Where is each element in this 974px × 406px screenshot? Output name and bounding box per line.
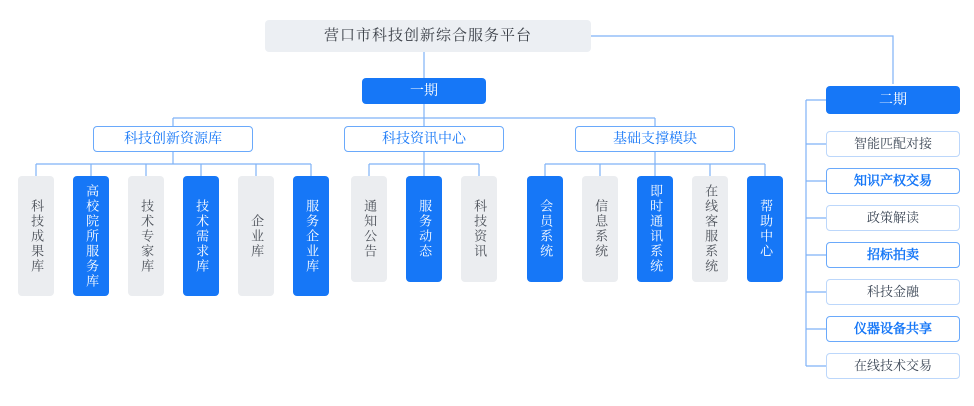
platform-title-label: 营口市科技创新综合服务平台 [323, 26, 532, 44]
phase2-item-yiqi-shebei-gongxiang[interactable] [826, 316, 960, 342]
phase2-item-zhineng-pipei-duijie[interactable] [826, 131, 960, 157]
phase2-item-label: 科技金融 [866, 283, 919, 299]
leaf-zaixian-kefu-xitong[interactable] [692, 176, 728, 282]
phase-1-label: 一期 [410, 82, 438, 99]
phase2-item-zaixian-jishu-jiaoyi[interactable] [826, 353, 960, 379]
leaf-label: 信息系统 [593, 199, 609, 259]
leaf-tongzhi-gonggao[interactable] [351, 176, 387, 282]
leaf-label: 会员系统 [538, 199, 554, 259]
group-header-label: 科技资讯中心 [382, 130, 466, 147]
leaf-jishu-xuqiu-ku[interactable] [183, 176, 219, 296]
leaf-jishu-zhuanjia-ku[interactable] [128, 176, 164, 296]
leaf-keji-zixun[interactable] [461, 176, 497, 282]
leaf-huiyuan-xitong[interactable] [527, 176, 563, 282]
leaf-label: 服务企业库 [304, 198, 320, 274]
leaf-label: 通知公告 [362, 199, 378, 259]
leaf-label: 科技资讯 [472, 199, 488, 259]
phase2-item-zhengce-jiedu[interactable] [826, 205, 960, 231]
leaf-qiye-ku[interactable] [238, 176, 274, 296]
leaf-keji-chengguo-ku[interactable] [18, 176, 54, 296]
group-header-news-center[interactable] [344, 126, 504, 152]
group-header-resource-library[interactable] [93, 126, 253, 152]
leaf-label: 即时通讯系统 [648, 184, 664, 274]
leaf-bangzhu-zhongxin[interactable] [747, 176, 783, 282]
leaf-label: 技术专家库 [139, 198, 155, 274]
phase-2-label: 二期 [879, 91, 907, 108]
phase2-item-label: 在线技术交易 [853, 357, 932, 373]
leaf-label: 在线客服系统 [703, 184, 719, 274]
leaf-jishi-tongxun-xitong[interactable] [637, 176, 673, 282]
phase2-item-label: 政策解读 [866, 209, 919, 225]
leaf-label: 技术需求库 [194, 198, 210, 274]
leaf-xinxi-xitong[interactable] [582, 176, 618, 282]
phase2-item-zhishi-chanquan-jiaoyi[interactable] [826, 168, 960, 194]
leaf-label: 企业库 [249, 213, 265, 259]
platform-title [265, 20, 591, 52]
phase2-item-label: 知识产权交易 [853, 172, 932, 188]
phase-2-node[interactable] [826, 86, 960, 114]
phase-1-node[interactable] [362, 78, 486, 104]
leaf-gaoxiao-yuansuo-fuwu-ku[interactable] [73, 176, 109, 296]
leaf-label: 服务动态 [417, 199, 433, 259]
phase2-item-label: 仪器设备共享 [853, 320, 932, 336]
leaf-fuwu-dongtai[interactable] [406, 176, 442, 282]
leaf-label: 科技成果库 [29, 198, 45, 274]
phase2-item-zhaobiao-paimai[interactable] [826, 242, 960, 268]
group-header-base-support[interactable] [575, 126, 735, 152]
phase2-item-keji-jinrong[interactable] [826, 279, 960, 305]
phase2-item-label: 智能匹配对接 [853, 135, 932, 151]
leaf-label: 高校院所服务库 [84, 183, 100, 289]
group-header-label: 基础支撑模块 [613, 130, 697, 147]
phase2-item-label: 招标拍卖 [866, 246, 919, 262]
leaf-label: 帮助中心 [758, 199, 774, 259]
group-header-label: 科技创新资源库 [124, 130, 222, 147]
leaf-fuwu-qiye-ku[interactable] [293, 176, 329, 296]
